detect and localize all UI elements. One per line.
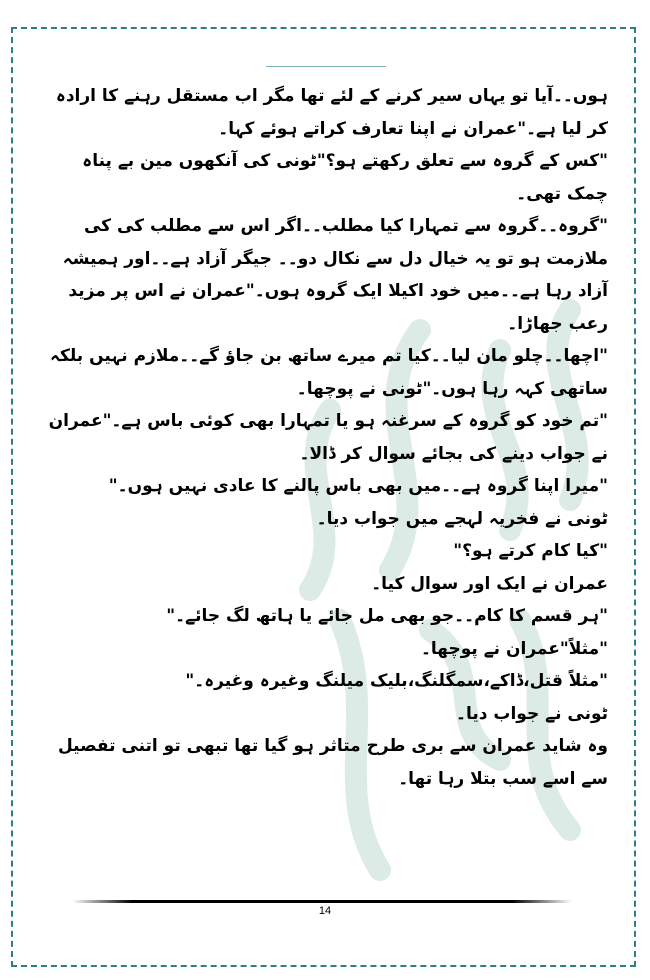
paragraph: "مثلاً قتل،ڈاکے،سمگلنگ،بلیک میلنگ وغیرہ وغیرہ۔" <box>185 671 608 691</box>
paragraph: "اچھا۔۔چلو مان لیا۔۔کیا تم میرے ساتھ بن جاؤ گے۔۔ملازم نہیں بلکہ ساتھی کہہ رہا ہوں۔"ٹونی نے پوچھا۔ <box>50 346 608 399</box>
paragraph: عمران نے ایک اور سوال کیا۔ <box>371 573 608 594</box>
paragraph: "کیا کام کرتے ہو؟" <box>453 541 608 561</box>
paragraph: "گروہ۔۔گروہ سے تمہارا کیا مطلب۔۔اگر اس سے مطلب کی کی ملازمت ہو تو یہ خیال دل سے نکال دو۔۔ جیگر آزاد ہے۔۔اور ہمیشہ آزاد رہا ہے۔۔میں خود اکیلا ایک گروہ ہوں۔"عمران نے اس پر مزید رعب جھاڑا۔ <box>62 216 608 334</box>
paragraph: وہ شاید عمران سے بری طرح متاثر ہو گیا تھا تبھی تو اتنی تفصیل سے اسے سب بتلا رہا تھا۔ <box>58 736 608 789</box>
paragraph: ٹونی نے جواب دیا۔ <box>456 703 608 724</box>
paragraph: "ہر قسم کا کام۔۔جو بھی مل جائے یا ہاتھ لگ جائے۔" <box>166 606 608 626</box>
footer-rule <box>72 900 572 903</box>
paragraph: "تم خود کو گروہ کے سرغنہ ہو یا تمہارا بھی کوئی باس ہے۔"عمران نے جواب دینے کی بجائے سوال کر ڈالا۔ <box>48 411 608 464</box>
paragraph: "کس کے گروہ سے تعلق رکھتے ہو؟"ٹونی کی آنکھوں مین بے پناہ چمک تھی۔ <box>82 151 608 204</box>
paragraph: "میرا اپنا گروہ ہے۔۔میں بھی باس پالنے کا عادی نہیں ہوں۔" <box>108 476 608 496</box>
paragraph: ٹونی نے فخریہ لہجے میں جواب دیا۔ <box>316 508 608 529</box>
page-number: 14 <box>318 905 332 917</box>
paragraph: "مثلاً"عمران نے پوچھا۔ <box>420 638 608 659</box>
page-text <box>40 80 608 860</box>
paragraph: ہوں۔۔آیا تو یہاں سیر کرنے کے لئے تھا مگر اب مستقل رہنے کا ارادہ کر لیا ہے۔"عمران نے اپنا تعارف کراتے ہوئے کہا۔ <box>55 86 608 139</box>
top-decorative-rule <box>266 66 386 67</box>
